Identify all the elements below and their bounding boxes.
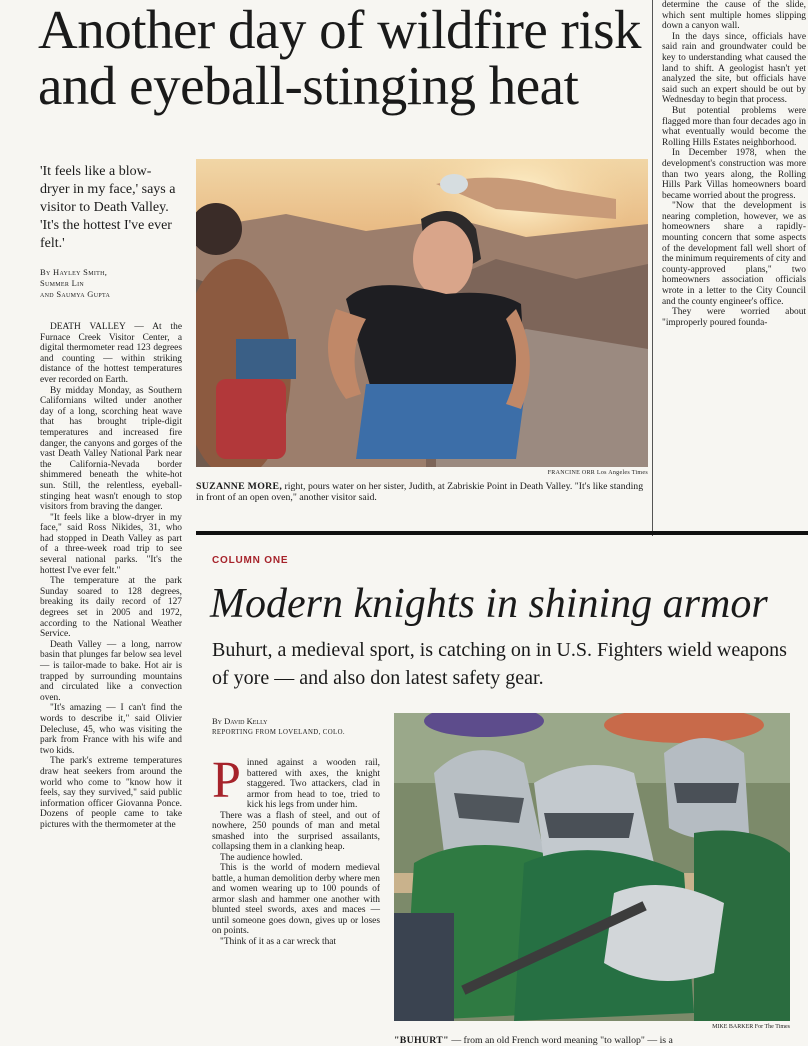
byline-author: and Saumya Gupta bbox=[40, 289, 111, 299]
drop-cap: P bbox=[212, 752, 241, 809]
paragraph: DEATH VALLEY — At the Furnace Creek Visitor Center, a digital thermometer read 123 degrees and counting — within striking distance of the hottest temperatures ever recorded on Earth. bbox=[40, 322, 182, 385]
caption-lead: SUZANNE MORE, bbox=[196, 481, 283, 492]
death-valley-photo bbox=[196, 159, 648, 467]
main-headline: Another day of wildfire risk and eyeball-stinging heat bbox=[38, 0, 642, 116]
paragraph: inned against a wooden rail, battered with axes, the knight staggered. Two attackers, clad in armor from head to toe, tried to kick his legs from under him. bbox=[246, 758, 380, 810]
paragraph: There was a flash of steel, and out of nowhere, 250 pounds of man and metal smashed into the surprised assailants, collapsing them in a clanking heap. bbox=[212, 810, 380, 852]
column-one-headline: Modern knights in shining armor bbox=[210, 581, 768, 627]
column-divider bbox=[652, 0, 653, 536]
photo-credit: FRANCINE ORR Los Angeles Times bbox=[547, 470, 648, 476]
knights-story-body bbox=[212, 752, 380, 947]
pull-quote: 'It feels like a blow-dryer in my face,' says a visitor to Death Valley. 'It's the hottest I've ever felt.' bbox=[40, 164, 176, 251]
dateline: REPORTING FROM LOVELAND, COLO. bbox=[212, 729, 345, 736]
byline-author: By David Kelly bbox=[212, 716, 268, 726]
byline bbox=[212, 716, 392, 738]
right-column-story bbox=[662, 0, 806, 328]
column-one-dek: Buhurt, a medieval sport, is catching on in U.S. Fighters wield weapons of yore — and also don latest safety gear. bbox=[212, 639, 787, 689]
byline bbox=[40, 267, 180, 300]
paragraph: determine the cause of the slide, which sent multiple homes slipping down a canyon wall. bbox=[662, 0, 806, 32]
byline-author: Summer Lin bbox=[40, 278, 85, 288]
paragraph: "It's amazing — I can't find the words to describe it," said Olivier Delecluse, 45, who was visiting the park from France with his wife and two kids. bbox=[40, 703, 182, 756]
byline-author: By Hayley Smith, bbox=[40, 267, 108, 277]
paragraph: This is the world of modern medieval battle, a human demolition derby where men and women wearing up to 100 pounds of armor slash and hammer one another with blunted steel swords, axes and maces — until someone goes down, gives up or loses on points. bbox=[212, 863, 380, 936]
paragraph: The temperature at the park Sunday soared to 128 degrees, breaking its daily record of 127 degrees set in 2005 and 1972, according to the National Weather Service. bbox=[40, 576, 182, 640]
caption-lead: "BUHURT" bbox=[394, 1035, 449, 1046]
paragraph: They were worried about "improperly poured founda- bbox=[662, 307, 806, 328]
wildfire-story-body bbox=[40, 322, 182, 831]
paragraph: The audience howled. bbox=[220, 852, 303, 863]
photo-caption bbox=[196, 481, 648, 504]
knights-photo bbox=[394, 713, 790, 1021]
paragraph: But potential problems were flagged more than four decades ago in what eventually would become the Rolling Hills Estates neighborhood. bbox=[662, 105, 806, 148]
section-rule bbox=[196, 531, 808, 535]
paragraph: In December 1978, when the development's construction was more than two years along, the Rolling Hills Park Villas homeowners board became worried about the progress. bbox=[662, 148, 806, 201]
paragraph: The park's extreme temperatures draw heat seekers from around the world who come to "know how it feels, say they survived," said public information officer Giovanna Ponce. Dozens of people came to take pictures with the thermometer at the bbox=[40, 756, 182, 830]
photo-credit: MIKE BARKER For The Times bbox=[712, 1024, 790, 1030]
paragraph: Death Valley — a long, narrow basin that plunges far below sea level — is tailor-made to bake. Hot air is trapped by surrounding mountains and circulated like a convection oven. bbox=[40, 639, 182, 703]
caption-text: — from an old French word meaning "to wallop" — is a bbox=[451, 1035, 673, 1046]
column-kicker: COLUMN ONE bbox=[212, 555, 289, 566]
photo-caption bbox=[394, 1035, 794, 1046]
paragraph: "It feels like a blow-dryer in my face," said Ross Nikides, 31, who had stopped in Death Valley as part of a three-week road trip to see several national parks. "It's the hottest I've ever felt." bbox=[40, 512, 182, 576]
paragraph: In the days since, officials have said rain and groundwater could be key to understanding what caused the land to shift. A geologist hasn't yet analyzed the site, but officials have said such an expert should be out by Wednesday to begin that process. bbox=[662, 31, 806, 106]
caption-text: right, pours water on her sister, Judith, at Zabriskie Point in Death Valley. "It's like standing in front of an open oven," another visitor said. bbox=[196, 481, 644, 504]
paragraph: By midday Monday, as Southern Californians wilted under another day of a long, scorching heat wave that has brought triple-digit temperatures and increased fire danger, the canyons and gorges of the vast Death Valley National Park near the California-Nevada border shimmered beneath the white-hot sun. Still, the relentless, eyeball-stinging heat wasn't enough to stop visitors from braving the danger. bbox=[40, 385, 182, 513]
paragraph: "Now that the development is nearing completion, however, we as homeowners share a rapidly-mounting concern that some aspects of the development fall well short of the minimum requirements of city and county-approved plans," two homeowners association officials wrote in a letter to the City Council and the county engineer's office. bbox=[662, 201, 806, 307]
paragraph: "Think of it as a car wreck that bbox=[220, 936, 337, 947]
